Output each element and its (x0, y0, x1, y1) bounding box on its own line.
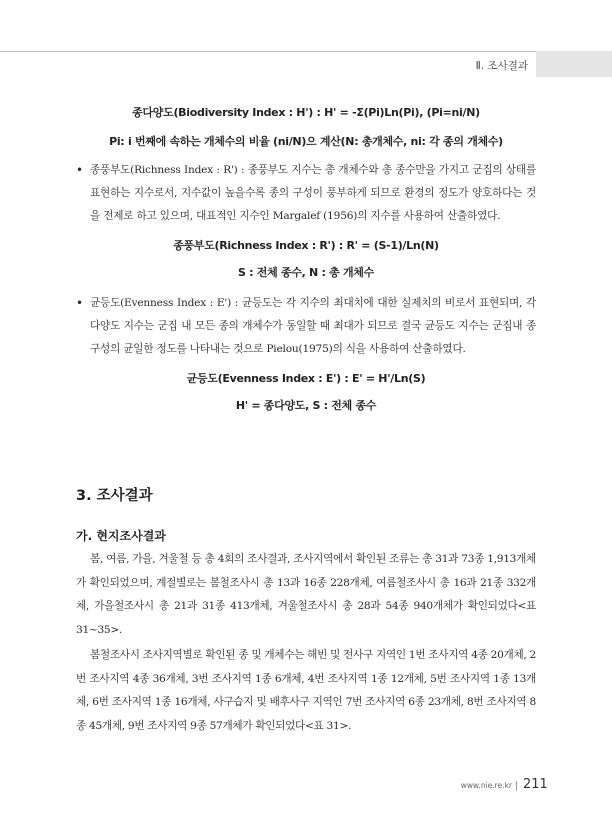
subsection-title: 가. 현지조사결과 (76, 529, 166, 543)
evenness-formula: 균등도(Evenness Index : E') : E' = H'/Ln(S) (186, 372, 426, 385)
richness-bullet (76, 159, 536, 228)
richness-text: 종풍부도(Richness Index : R') : 종풍부도 지수는 총 개체수와 총 종수만을 가지고 군집의 상태를 표현하는 지수로서, 지수값이 높을수록 종의 구성이 풍부하게 되므로 환경의 정도가 양호하다는 것을 전제로 하고 있으며, 대표적인 지수인 Margalef (1956)의 지수를 사용하여 산출하였다. (90, 164, 536, 222)
bullet-dot: • (76, 163, 83, 177)
header-rule (0, 51, 536, 52)
section-title: 3. 조사결과 (76, 488, 153, 504)
paragraph-spring-results: 봄철조사시 조사지역별로 확인된 종 및 개체수는 해빈 및 전사구 지역인 1번 조사지역 4종 20개체, 2번 조사지역 4종 36개체, 3번 조사지역 1종 6개체, 4번 조사지역 1종 12개체, 5번 조사지역 1종 13개체, 6번 조사지역 1종 16개체, 사구습지 및 배후사구 지역인 7번 조사지역 6종 23개체, 8번 조사지역 8종 45개체, 9번 조사지역 9종 57개체가 확인되었다<표 31>. (76, 649, 536, 732)
richness-note: S : 전체 종수, N : 총 개체수 (238, 266, 374, 279)
evenness-bullet (76, 292, 536, 361)
evenness-text: 균등도(Evenness Index : E') : 균등도는 각 지수의 최대치에 대한 실제치의 비로서 표현되며, 각 다양도 지수는 군집 내 모든 종의 개체수가 동일할 때 최대가 되므로 결국 균등도 지수는 군집내 종구성의 균일한 정도를 나타내는 것으로 Pielou(1975)의 식을 사용하여 산출하였다. (90, 297, 536, 355)
biodiversity-formula: 종다양도(Biodiversity Index : H') : H' = -Σ(Pi)Ln(Pi), (Pi=ni/N) (132, 106, 480, 119)
footer-separator (516, 781, 517, 791)
evenness-note: H' = 종다양도, S : 전체 종수 (235, 399, 377, 412)
bullet-dot: • (76, 296, 83, 310)
footer-url: www.nie.re.kr (460, 781, 512, 790)
page-number: 211 (523, 777, 548, 792)
header-tab (536, 51, 612, 77)
biodiversity-note: Pi: i 번째에 속하는 개체수의 비율 (ni/N)으 계산(N: 총개체수, ni: 각 종의 개체수) (109, 135, 503, 148)
header-corner (536, 0, 612, 51)
paragraph-seasonal-results: 봄, 여름, 가을, 겨울철 등 총 4회의 조사결과, 조사지역에서 확인된 조류는 총 31과 73종 1,913개체가 확인되었으며, 계절별로는 봄철조사시 총 13과 16종 228개체, 여름철조사시 총 16과 21종 332개체, 가을철조사시 총 21과 31종 413개체, 겨울철조사시 총 28과 54종 940개체가 확인되었다<표 31~35>. (76, 553, 536, 636)
formula-block (76, 104, 536, 413)
richness-formula: 종풍부도(Richness Index : R') : R' = (S-1)/Ln(N) (173, 239, 439, 252)
chapter-label: Ⅱ. 조사결과 (475, 60, 528, 72)
